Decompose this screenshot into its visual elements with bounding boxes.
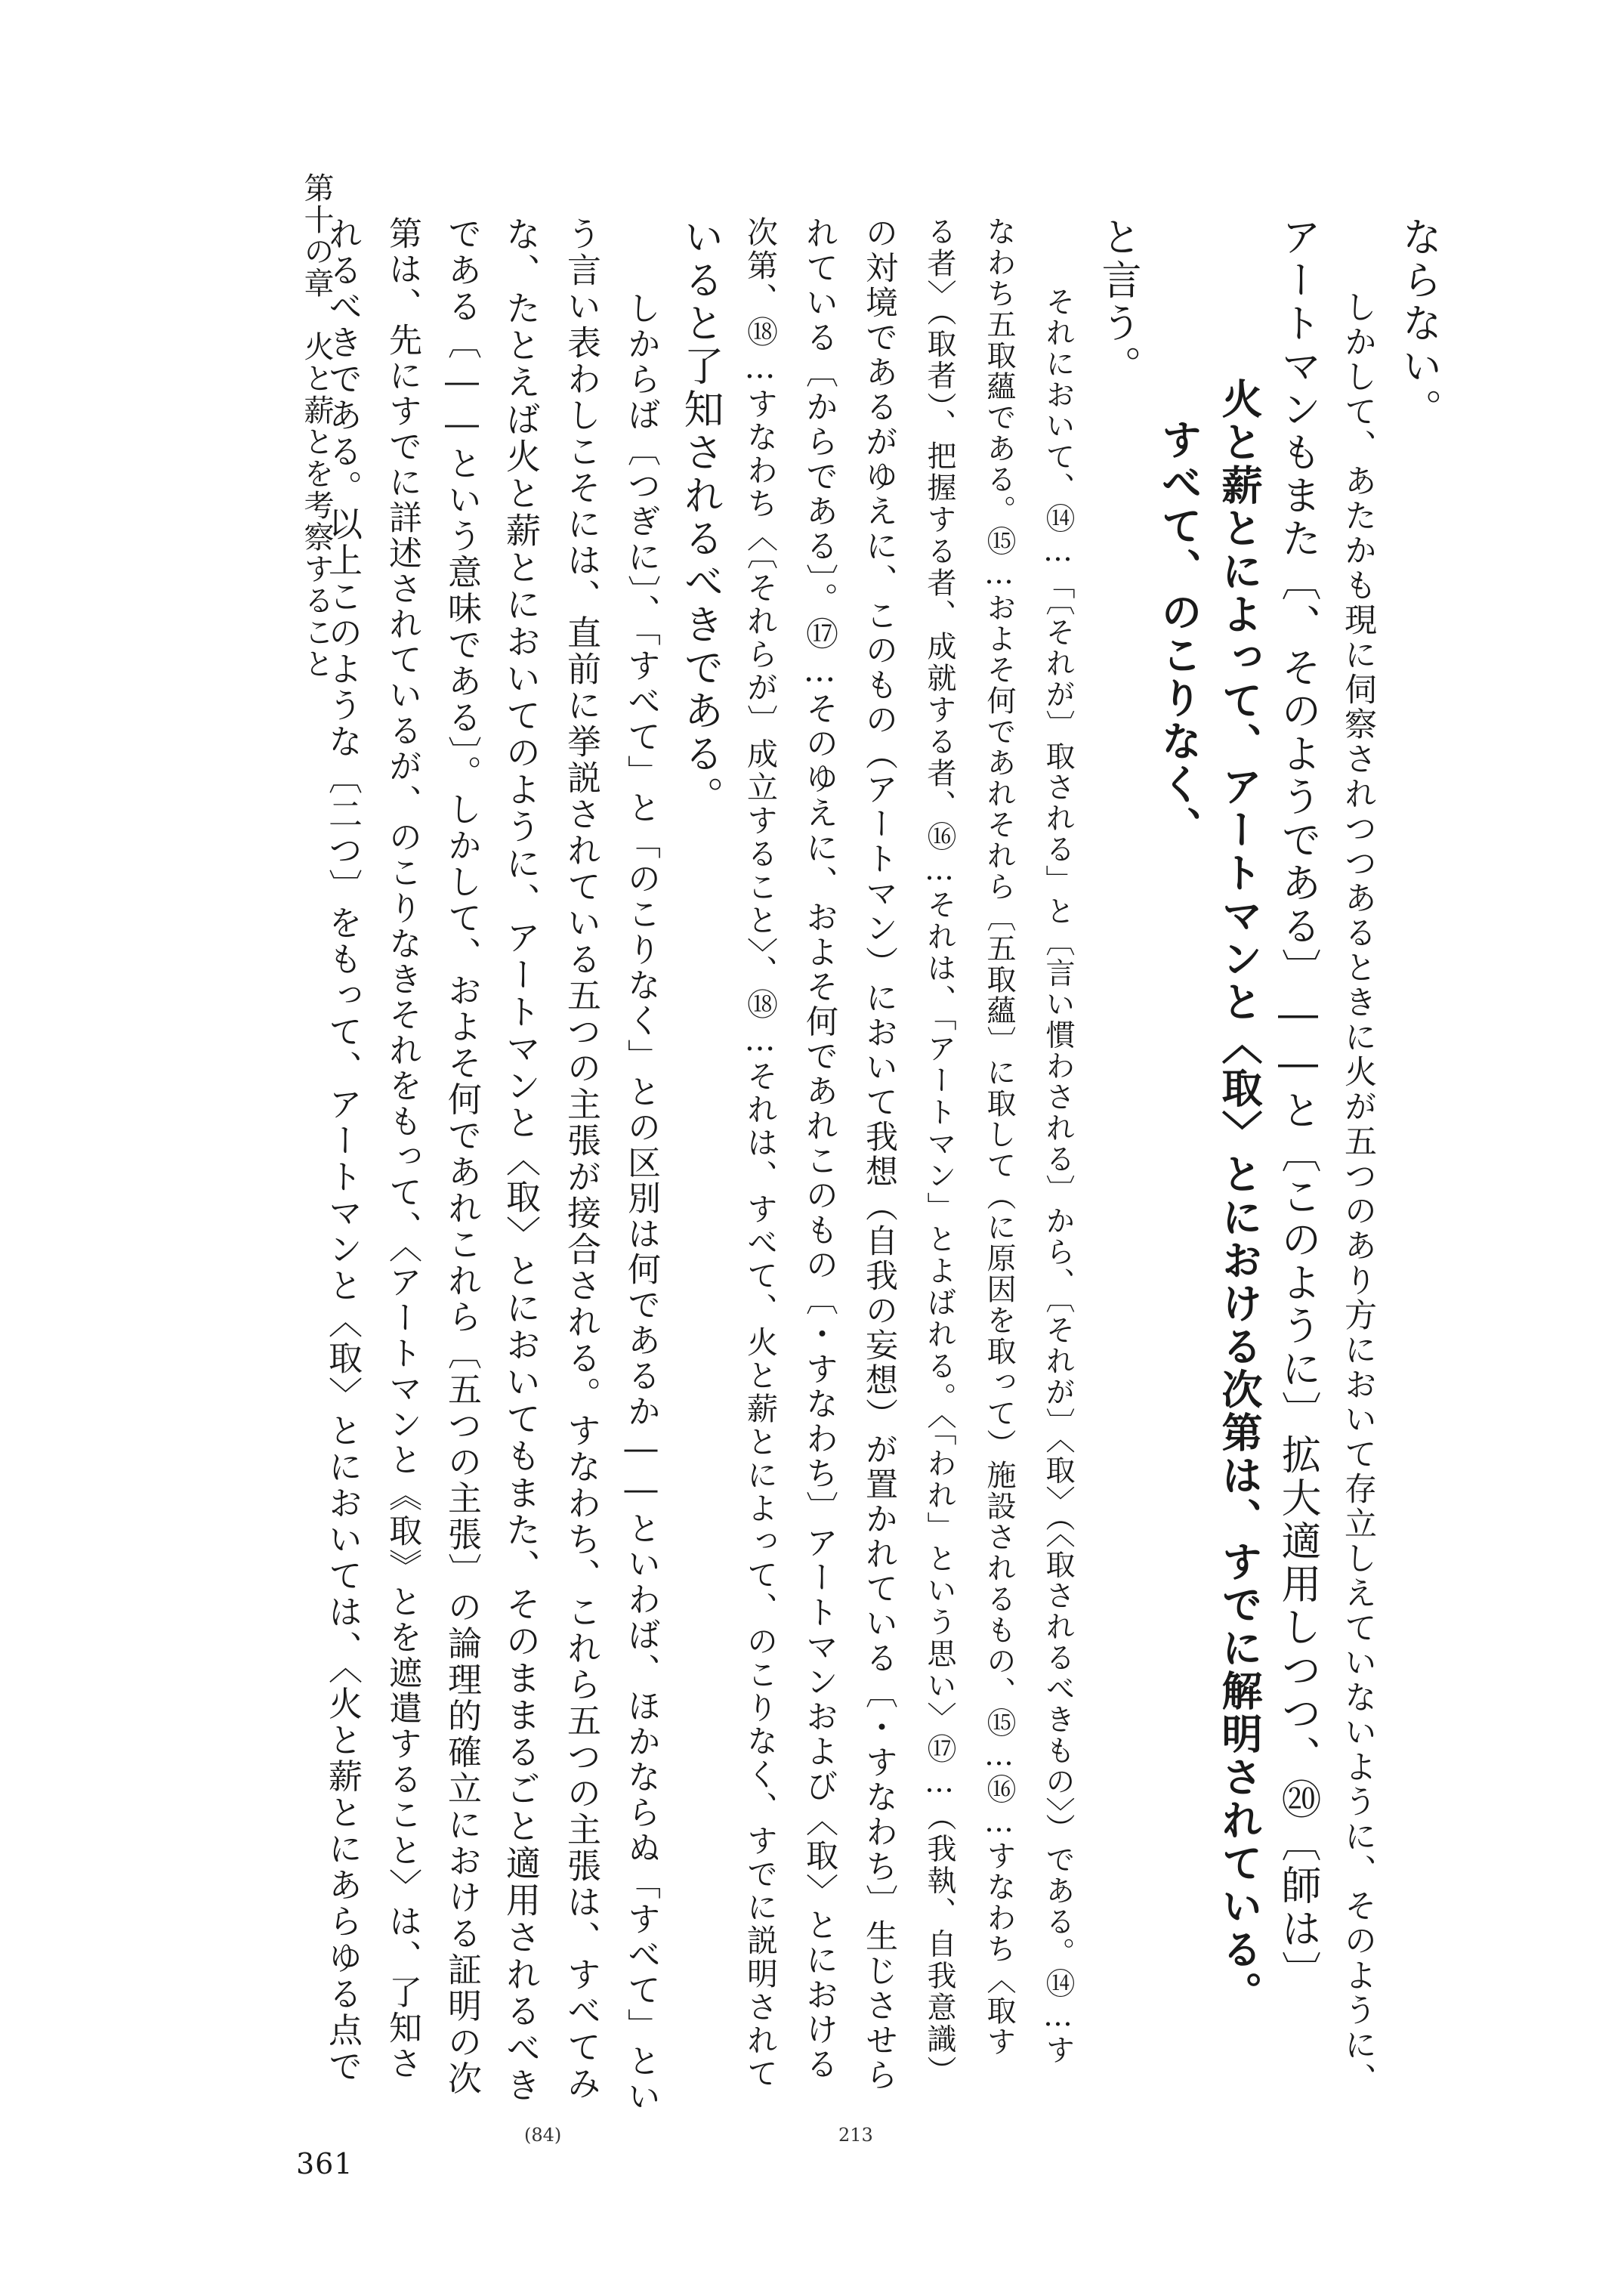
text-column: な、たとえば火と薪とにおいてのように、アートマンと〈取〉とにおいてもまた、そのままるごと適用されるべき [501, 216, 542, 2104]
text-column: と言う。 [1095, 216, 1141, 388]
chapter-header: 第十の章 火と薪とを考察すること [299, 172, 334, 680]
text-column: 第は、先にすでに詳述されているが、のこりなきそれをもって、〈アートマンと《取》とを遮遣すること〉は、了知さ [383, 216, 421, 2081]
text-column: の対境であるがゆえに、このもの（アートマン）において我想（自我の妄想）が置かれている〔・すなわち〕生じさせら [860, 216, 898, 2093]
text-column: 次第、⑱…すなわち〈〔それらが〕成立すること〉、⑱…それは、すべて、火と薪とによって、のこりなく、すでに説明されて [742, 216, 778, 2091]
page-number: 361 [296, 2147, 354, 2180]
text-column: なわち五取蘊である。⑮…およそ何であれそれら〔五取蘊〕に取して（に原因を取って）施設されるもの、⑮…⑯…すなわち〈取す [982, 216, 1016, 2057]
text-column: いると了知されるべきである。 [678, 216, 724, 819]
text-column: う言い表わしこそには、直前に挙説されている五つの主張が接合される。すなわち、これら五つの主張は、すべてみ [561, 216, 601, 2102]
text-column: しかして、あたかも現に伺察されつつあるときに火が五つのあり方において存立しえていないように、そのように、 [1339, 255, 1377, 2097]
text-column: アートマンもまた〔、そのようである〕――と〔このように〕拡大適用しつつ、⑳〔師は〕 [1275, 216, 1321, 1994]
margin-note: (84) [524, 2124, 562, 2146]
text-column: しからば〔つぎに〕、「すべて」と「のこりなく」との区別は何であるか――といわば、ほかならぬ「すべて」とい [622, 255, 660, 2115]
text-column: れるべきである。以上このような〔二つ〕をもって、アートマンと〈取〉とにおいては、〈火と薪とにあらゆる点で [323, 216, 363, 2085]
text-column: ならない。 [1396, 216, 1442, 431]
text-column: れている〔からである〕。⑰…そのゆえに、およそ何であれこのもの〔・すなわち〕アートマンおよび〈取〉とにおける [801, 216, 838, 2082]
verse-line: 火と薪とによって、アートマンと〈取〉とにおける次第は、すでに解明されている。 [1215, 378, 1263, 2014]
verse-line: すべて、のこりなく、 [1155, 419, 1203, 849]
text-column: る者〉（取者）、把握する者、成就する者、⑯…それは、「アートマン」とよばれる。〈「われ」という思い〉⑰…（我執、自我意識） [922, 216, 956, 2087]
margin-note: 213 [838, 2124, 873, 2146]
text-column: それにおいて、⑭…「〔それが〕取される」と〔言い慣わされる〕から、〔それが〕〈取〉（〈取されるべきもの〉）である。⑭…す [1041, 255, 1075, 2066]
text-column: である〔――という意味である〕。しかして、およそ何であれこれら〔五つの主張〕の論理的確立における証明の次 [442, 216, 482, 2097]
